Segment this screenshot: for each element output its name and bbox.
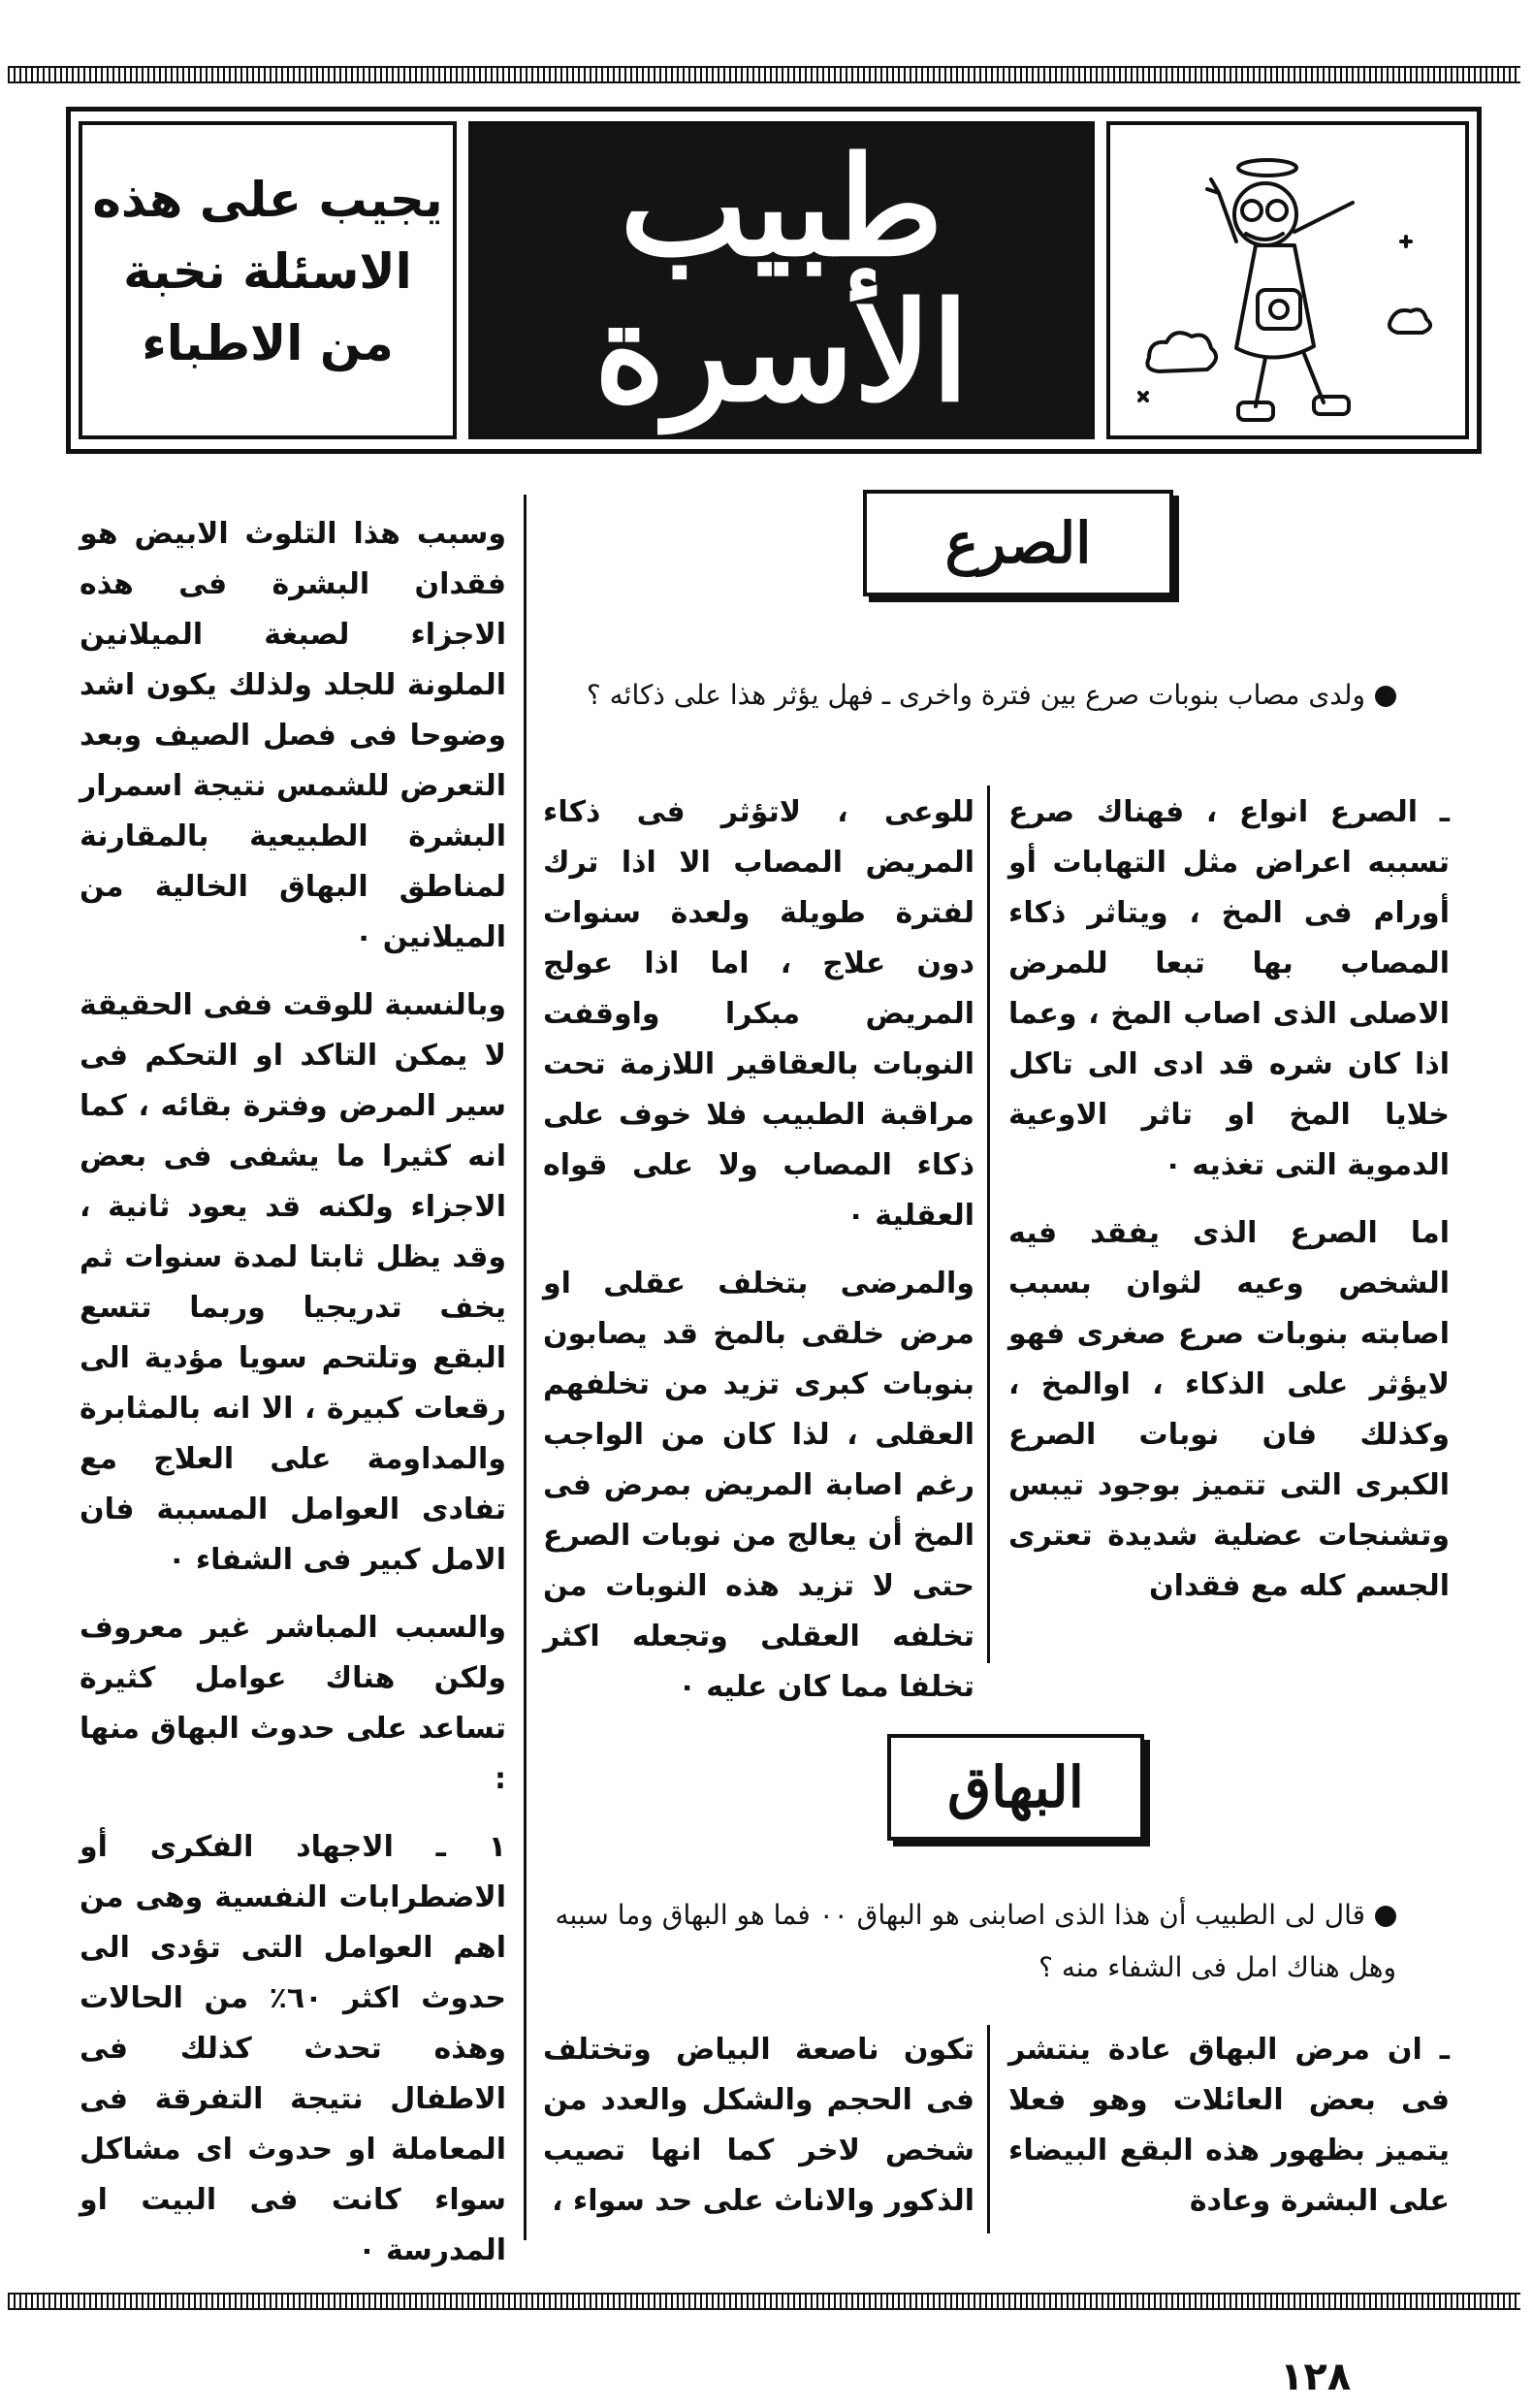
paragraph: وبالنسبة للوقت ففى الحقيقة لا يمكن التاكد او التحكم فى سير المرض وفترة بقائه ، كما انه كثيرا ما يشفى فى بعض الاجزاء ولكنه قد يعود ثانية ، وقد يظل ثابتا لمدة سنوات ثم يخف تدريجيا وربما تتسع البقع وتلتحم سويا مؤدية الى رقعات كبيرة ، الا انه بالمثابرة والمداومة على العلاج مع تفادى العوامل المسببة فان الامل كبير فى الشفاء ٠ [80, 988, 506, 1577]
paragraph: ـ الصرع انواع ، فهناك صرع تسببه اعراض مثل التهابات أو أورام فى المخ ، ويتاثر ذكاء المصاب بها تبعا للمرض الاصلى الذى اصاب المخ ، وعما اذا كان شره قد ادى الى تاكل خلايا المخ او تاثر الاوعية الدموية التى تغذيه ٠ [1008, 795, 1450, 1182]
paragraph: وسبب هذا التلوث الابيض هو فقدان البشرة فى هذه الاجزاء لصبغة الميلانين الملونة للجلد ولذلك يكون اشد وضوحا فى فصل الصيف وبعد التعرض للشمس نتيجة اسمرار البشرة الطبيعية بالمقارنة لمناطق البهاق الخالية من الميلانين ٠ [80, 517, 506, 954]
logo-wordmark [472, 128, 1091, 433]
epilepsy-question [543, 669, 1396, 722]
tagline-line: يجيب على هذه [92, 172, 443, 228]
paragraph: تكون ناصعة البياض وتختلف فى الحجم والشكل والعدد من شخص لاخر كما انها تصيب الذكور والاناث على حد سواء ، [543, 2033, 974, 2218]
epilepsy-question-text: ولدى مصاب بنوبات صرع بين فترة واخرى ـ فهل يؤثر هذا على ذكائه ؟ [586, 679, 1365, 711]
epilepsy-column-right [1008, 787, 1450, 1629]
tagline-line: من الاطباء [142, 315, 394, 371]
tagline [82, 164, 453, 379]
paragraph: والمرضى بتخلف عقلى او مرض خلقى بالمخ قد يصابون بنوبات كبرى تزيد من تخلفهم العقلى ، لذا كان من الواجب رغم اصابة المريض بمرض فى المخ أن يعالج من نوبات الصرع حتى لا تزيد هذه النوبات من تخلفه العقلى وتجعله اكثر تخلفا مما كان عليه ٠ [543, 1267, 974, 1704]
epilepsy-heading-text: الصرع [944, 510, 1092, 576]
column-divider [987, 786, 990, 1663]
tagline-box [79, 121, 457, 439]
page-number: ١٢٨ [1280, 2355, 1352, 2399]
logo-line: الأسرة [593, 273, 970, 433]
vitiligo-question-text: قال لى الطبيب أن هذا الذى اصابنى هو البهاق ٠٠ فما هو البهاق وما سببه وهل هناك امل فى الشفاء منه ؟ [555, 1899, 1396, 1983]
epilepsy-column-middle [543, 787, 974, 1730]
bullet-icon [1375, 686, 1396, 707]
paragraph: اما الصرع الذى يفقد فيه الشخص وعيه لثوان بسبب اصابته بنوبات صرع صغرى فهو لايؤثر على الذكاء ، اوالمخ ، وكذلك فان نوبات الصرع الكبرى التى تتميز بوجود تيبس وتشنجات عضلية شديدة تعترى الجسم كله مع فقدان [1008, 1216, 1450, 1603]
flying-doctor-cartoon-icon [1110, 125, 1465, 435]
illustration-box [1106, 121, 1469, 439]
vitiligo-column-right [1008, 2025, 1450, 2244]
logo-box [468, 121, 1095, 439]
tagline-line: الاسئلة نخبة [123, 243, 412, 300]
left-column [80, 509, 506, 2294]
bottom-border-rule [8, 2293, 1520, 2310]
vitiligo-heading-text: البهاق [947, 1754, 1084, 1820]
logo-line: طبيب [620, 128, 943, 287]
vitiligo-question [543, 1889, 1396, 1994]
top-border-rule [8, 66, 1520, 83]
paragraph: ١ ـ الاجهاد الفكرى أو الاضطرابات النفسية وهى من اهم العوامل التى تؤدى الى حدوث اكثر ٦٠٪ من الحالات وهذه تحدث كذلك فى الاطفال نتيجة التفرقة فى المعاملة او حدوث اى مشاكل سواء كانت فى البيت او المدرسة ٠ [80, 1830, 506, 2267]
vitiligo-column-middle [543, 2025, 974, 2244]
epilepsy-heading [863, 490, 1173, 596]
bullet-icon [1375, 1906, 1396, 1927]
column-divider [524, 495, 527, 2240]
paragraph: ـ ان مرض البهاق عادة ينتشر فى بعض العائلات وهو فعلا يتميز بظهور هذه البقع البيضاء على البشرة وعادة [1008, 2033, 1450, 2218]
paragraph: والسبب المباشر غير معروف ولكن هناك عوامل كثيرة تساعد على حدوث البهاق منها : [80, 1611, 506, 1796]
vitiligo-heading [887, 1734, 1144, 1841]
paragraph: للوعى ، لاتؤثر فى ذكاء المريض المصاب الا اذا ترك لفترة طويلة ولعدة سنوات دون علاج ، اما اذا عولج المريض مبكرا واوقفت النوبات بالعقاقير اللازمة تحت مراقبة الطبيب فلا خوف على ذكاء المصاب ولا على قواه العقلية ٠ [543, 795, 974, 1233]
masthead [66, 107, 1482, 454]
column-divider [987, 2025, 990, 2233]
